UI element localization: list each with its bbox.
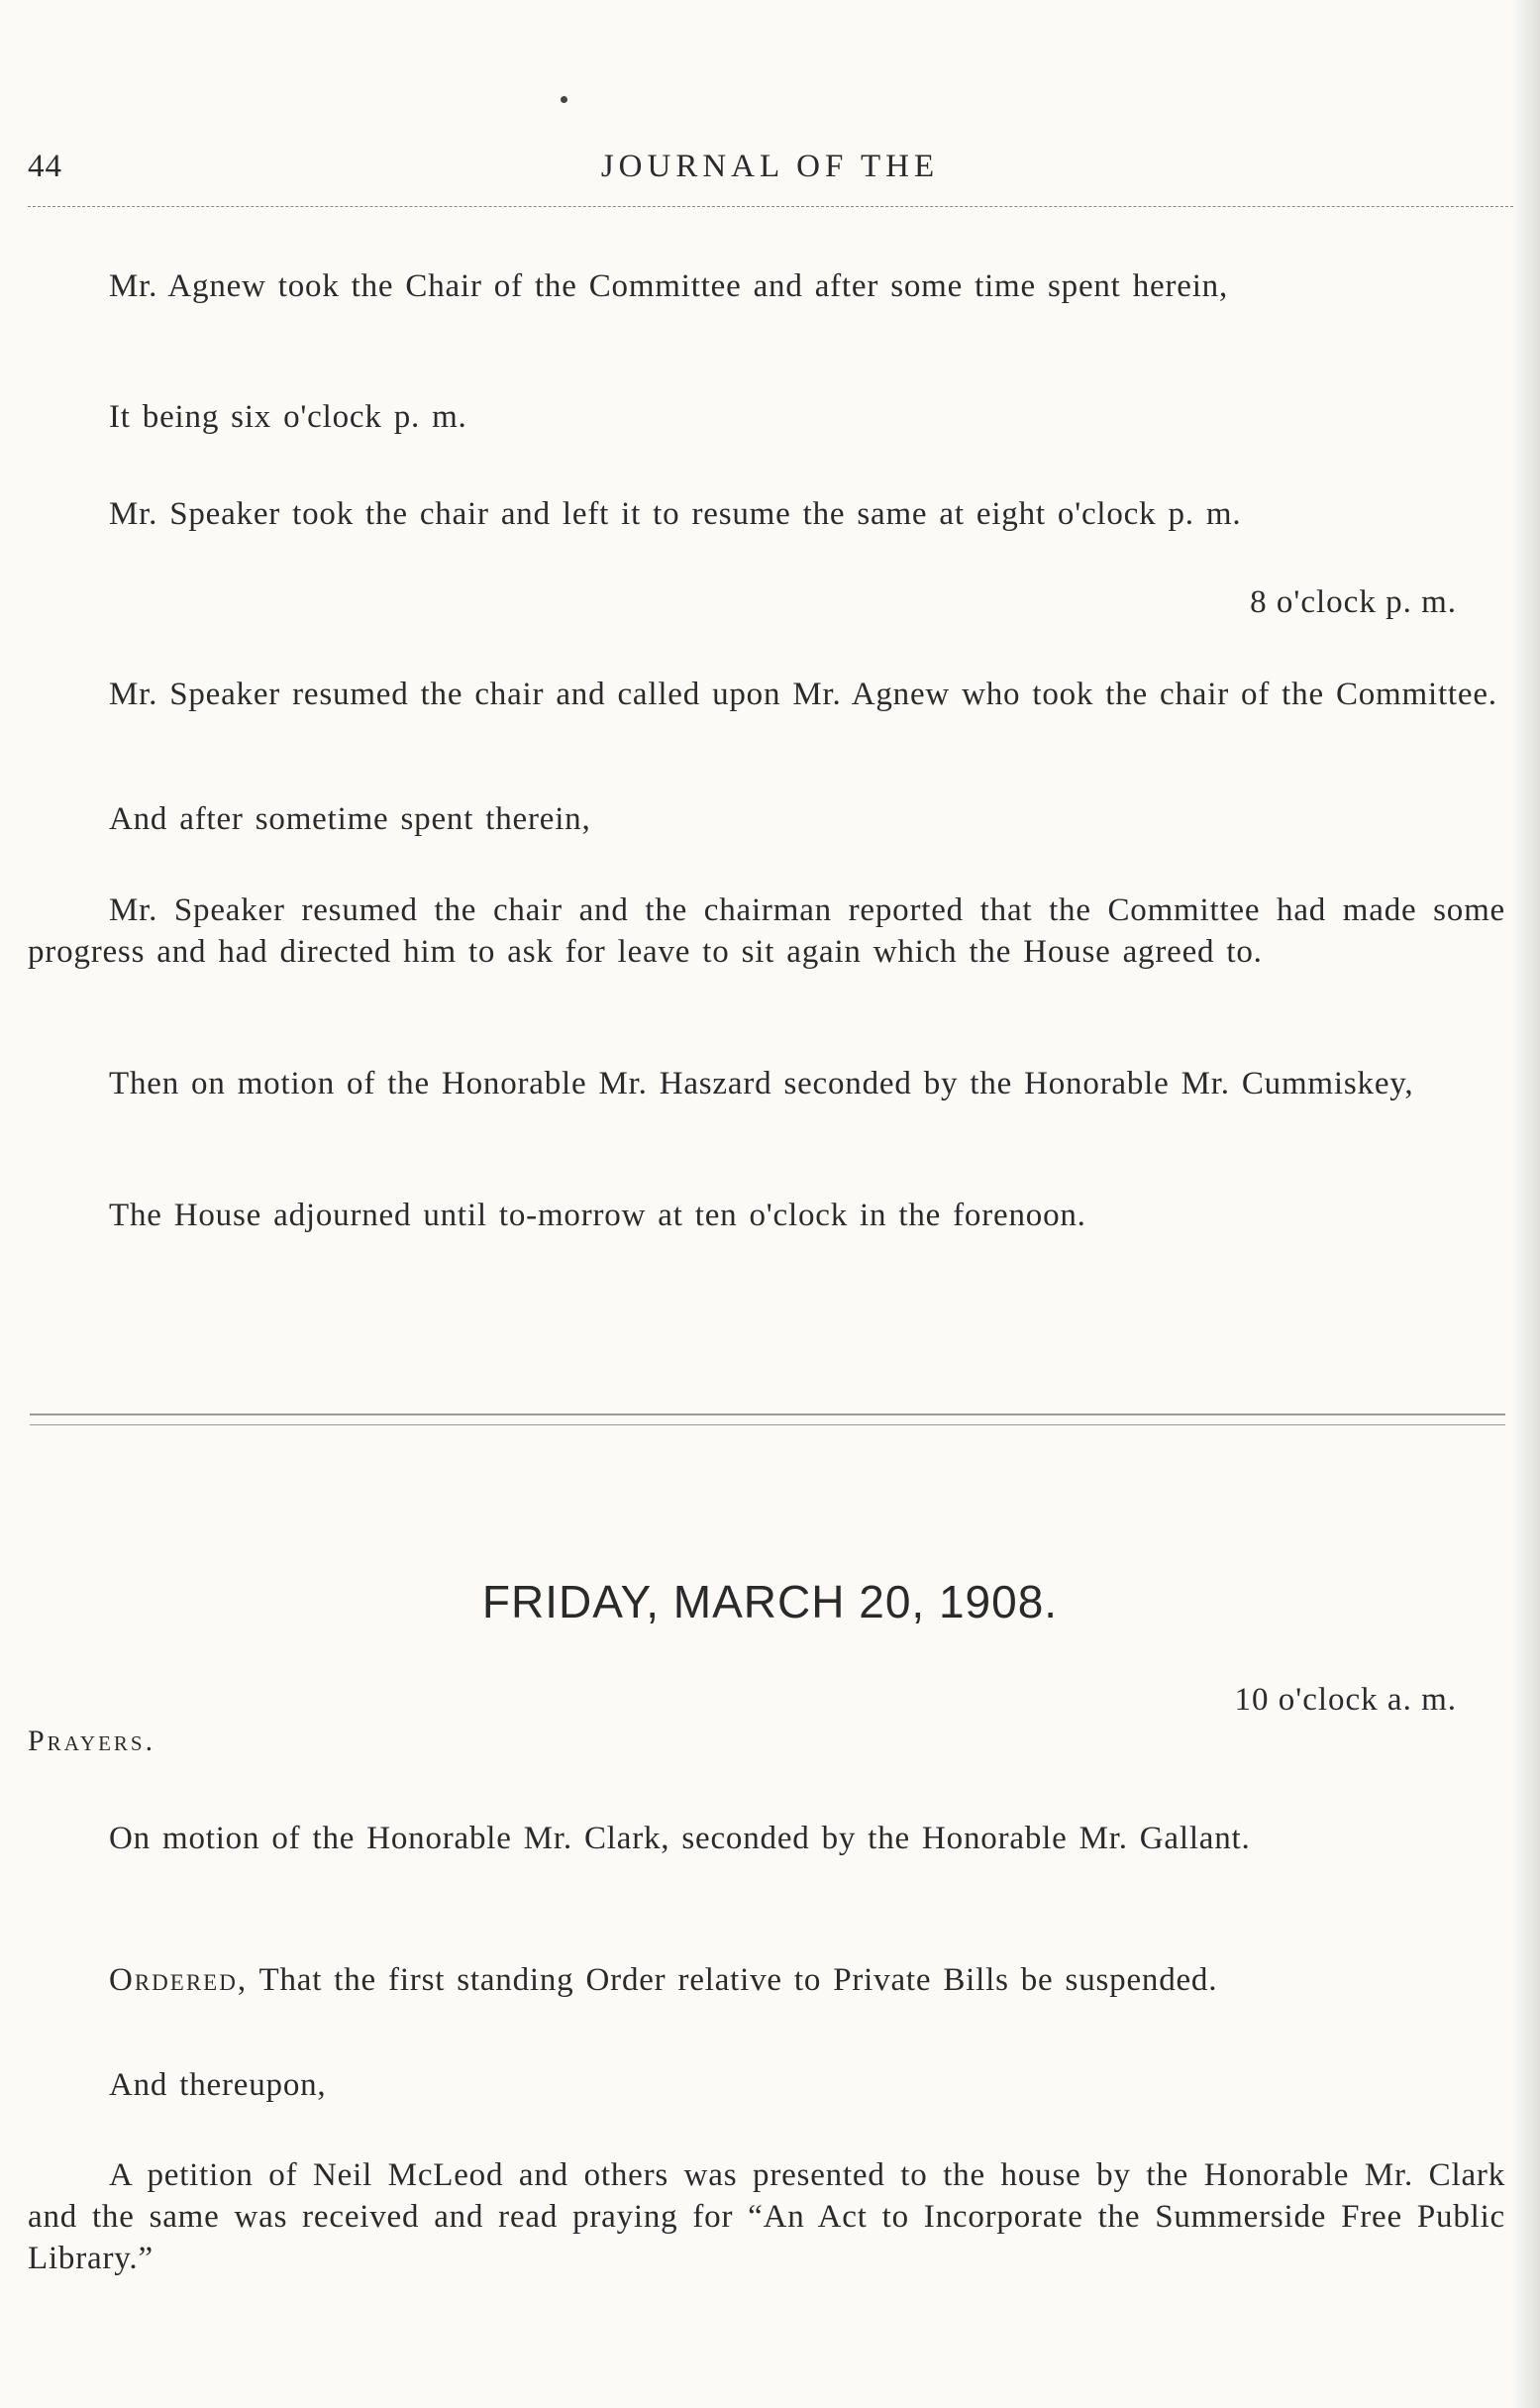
page-edge-shadow: [1512, 0, 1540, 2408]
section-rule-bottom: [30, 1424, 1505, 1425]
paragraph-agnew-chair: Mr. Agnew took the Chair of the Committee and after some time spent herein,: [109, 268, 1229, 304]
paragraph-committee-report: Mr. Speaker resumed the chair and the chairman reported that the Committee had made some progress and had directed him to ask for leave to sit again which the House agreed to.: [28, 892, 1505, 970]
paragraph-petition: A petition of Neil McLeod and others was presented to the house by the Honorable Mr. Clark and the same was received and read praying for “An Act to Incorporate the Summerside Free Public Library.”: [28, 2157, 1505, 2276]
ordered-label: Ordered,: [109, 1962, 249, 1998]
section-rule-top: [30, 1413, 1505, 1415]
paragraph-six-oclock: It being six o'clock p. m.: [109, 399, 467, 435]
paragraph-ordered: [28, 1959, 1505, 2001]
paragraph-adjournment-motion: Then on motion of the Honorable Mr. Haszard seconded by the Honorable Mr. Cummiskey,: [109, 1066, 1414, 1101]
paragraph-house-adjourned: The House adjourned until to-morrow at ten o'clock in the forenoon.: [109, 1198, 1086, 1233]
paragraph-speaker-resumed: Mr. Speaker resumed the chair and called upon Mr. Agnew who took the chair of the Committee.: [109, 677, 1497, 712]
paragraph-sometime-spent: And after sometime spent therein,: [109, 801, 591, 837]
prayers-label: Prayers.: [28, 1725, 156, 1757]
day-heading: FRIDAY, MARCH 20, 1908.: [481, 1576, 1059, 1627]
morning-time: 10 o'clock a. m.: [1234, 1682, 1457, 1718]
ordered-text: That the first standing Order relative to Private Bills be suspended.: [248, 1962, 1218, 1998]
evening-time: 8 o'clock p. m.: [1250, 584, 1457, 620]
paragraph-thereupon: And thereupon,: [109, 2067, 327, 2103]
header-rule: [28, 206, 1513, 207]
page-number: 44: [28, 149, 62, 184]
ink-dot: [561, 96, 567, 103]
running-head: JOURNAL OF THE: [600, 149, 940, 184]
paragraph-clark-motion: On motion of the Honorable Mr. Clark, seconded by the Honorable Mr. Gallant.: [109, 1821, 1251, 1856]
paragraph-speaker-left-chair: Mr. Speaker took the chair and left it to resume the same at eight o'clock p. m.: [109, 496, 1242, 532]
